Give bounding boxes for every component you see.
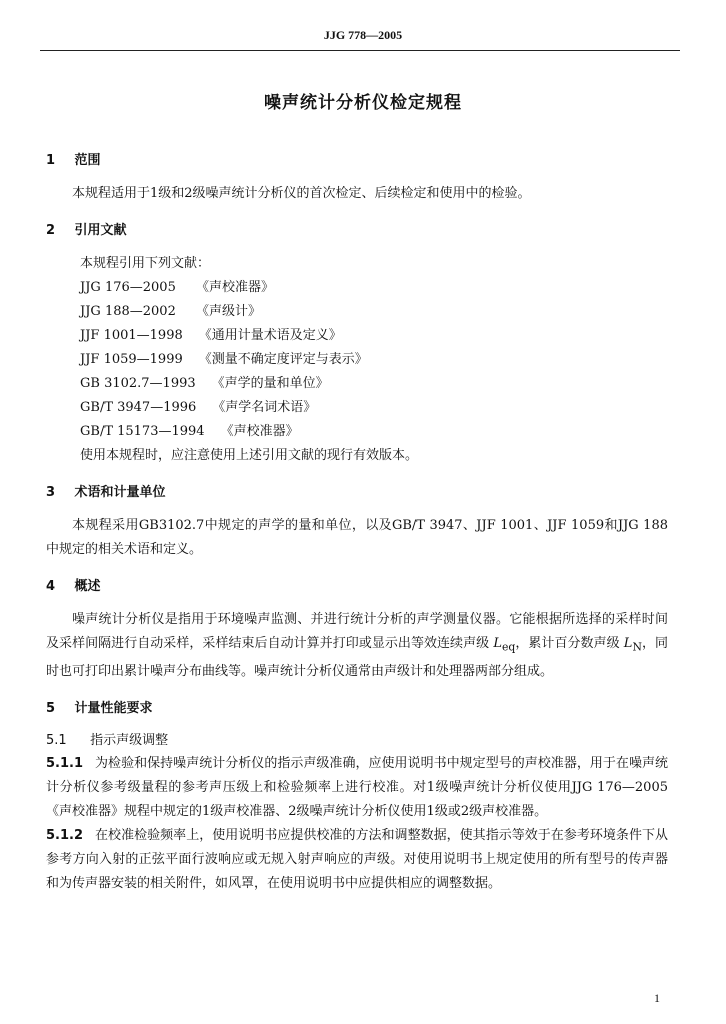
reference-item bbox=[46, 324, 668, 348]
overview-text-3: ，同时也可打印出累计噪声分布曲线等。噪声统计分析仪通常由声级计和处理器两部分组成。 bbox=[46, 636, 668, 679]
reference-title: 《通用计量术语及定义》 bbox=[198, 328, 342, 343]
section-title: 引用文献 bbox=[74, 223, 127, 238]
page-number: 1 bbox=[654, 991, 660, 1005]
references-outro: 使用本规程时，应注意使用上述引用文献的现行有效版本。 bbox=[80, 448, 419, 463]
subsection-title: 指示声级调整 bbox=[90, 732, 169, 748]
leq-symbol: L bbox=[493, 636, 502, 651]
section-number: 5 bbox=[46, 700, 56, 716]
section-4-heading bbox=[46, 576, 668, 598]
section-4-text bbox=[46, 608, 668, 684]
section-3-text: 本规程采用GB3102.7中规定的声学的量和单位，以及GB/T 3947、JJF 1001、JJF 1059和JJG 188中规定的相关术语和定义。 bbox=[46, 518, 668, 557]
reference-item bbox=[46, 348, 668, 372]
section-title: 计量性能要求 bbox=[74, 700, 153, 716]
reference-title: 《声学的量和单位》 bbox=[211, 376, 329, 391]
reference-code: JJG 188—2002 bbox=[80, 304, 176, 319]
section-5-heading bbox=[46, 698, 668, 720]
clause-text: 在校准检验频率上，使用说明书应提供校准的方法和调整数据，使其指示等效于在参考环境条件下从参考方向入射的正弦平面行波响应或无规入射声响应的声级。对使用说明书上规定使用的所有型号的传声器和为传声器安装的相关附件，如风罩，在使用说明书中应提供相应的调整数据。 bbox=[46, 827, 668, 891]
section-1-heading bbox=[46, 150, 668, 172]
reference-title: 《测量不确定度评定与表示》 bbox=[198, 352, 368, 367]
section-2-heading bbox=[46, 220, 668, 242]
section-number: 1 bbox=[46, 153, 56, 168]
section-number: 2 bbox=[46, 223, 56, 238]
leq-subscript: eq bbox=[501, 640, 516, 654]
document-title: 噪声统计分析仪检定规程 bbox=[264, 93, 462, 113]
section-title: 术语和计量单位 bbox=[74, 485, 166, 500]
section-1-text: 本规程适用于1级和2级噪声统计分析仪的首次检定、后续检定和使用中的检验。 bbox=[72, 186, 531, 201]
clause-number: 5.1.1 bbox=[46, 755, 84, 771]
reference-title: 《声校准器》 bbox=[196, 280, 275, 295]
overview-text-2: ，累计百分数声级 bbox=[515, 636, 624, 651]
reference-title: 《声级计》 bbox=[196, 304, 262, 319]
clause-5-1-2 bbox=[46, 824, 668, 896]
reference-code: GB/T 3947—1996 bbox=[80, 400, 197, 415]
references-intro: 本规程引用下列文献： bbox=[80, 256, 211, 271]
reference-code: JJF 1001—1998 bbox=[80, 328, 183, 343]
reference-code: JJG 176—2005 bbox=[80, 280, 176, 295]
reference-title: 《声校准器》 bbox=[220, 424, 299, 439]
reference-item bbox=[46, 372, 668, 396]
reference-item bbox=[46, 276, 668, 300]
clause-5-1-1 bbox=[46, 752, 668, 824]
reference-list bbox=[46, 276, 668, 444]
reference-code: JJF 1059—1999 bbox=[80, 352, 183, 367]
overview-text-1: 噪声统计分析仪是指用于环境噪声监测、并进行统计分析的声学测量仪器。它能根据所选择的采样时间及采样间隔进行自动采样，采样结束后自动计算并打印或显示出等效连续声级 bbox=[46, 612, 668, 651]
document-body bbox=[46, 150, 668, 896]
section-3-heading bbox=[46, 482, 668, 504]
reference-item bbox=[46, 420, 668, 444]
ln-subscript: N bbox=[632, 640, 642, 654]
section-number: 3 bbox=[46, 485, 56, 500]
subsection-number: 5.1 bbox=[46, 732, 67, 748]
clause-text: 为检验和保持噪声统计分析仪的指示声级准确，应使用说明书中规定型号的声校准器，用于在噪声统计分析仪参考级量程的参考声压级上和检验频率上进行校准。对1级噪声统计分析仪使用JJG 176—2005《声校准器》规程中规定的1级声校准器、2级噪声统计分析仪使用1级或2级声校准器。 bbox=[46, 755, 668, 819]
reference-item bbox=[46, 300, 668, 324]
section-number: 4 bbox=[46, 579, 56, 594]
section-title: 范围 bbox=[74, 153, 101, 168]
header-rule bbox=[40, 50, 680, 51]
ln-symbol: L bbox=[623, 636, 633, 651]
running-header: JJG 778—2005 bbox=[323, 28, 403, 42]
reference-code: GB 3102.7—1993 bbox=[80, 376, 196, 391]
reference-title: 《声学名词术语》 bbox=[212, 400, 317, 415]
clause-number: 5.1.2 bbox=[46, 827, 84, 843]
reference-item bbox=[46, 396, 668, 420]
section-title: 概述 bbox=[74, 579, 101, 594]
reference-code: GB/T 15173—1994 bbox=[80, 424, 205, 439]
subsection-5-1-heading bbox=[46, 730, 668, 752]
